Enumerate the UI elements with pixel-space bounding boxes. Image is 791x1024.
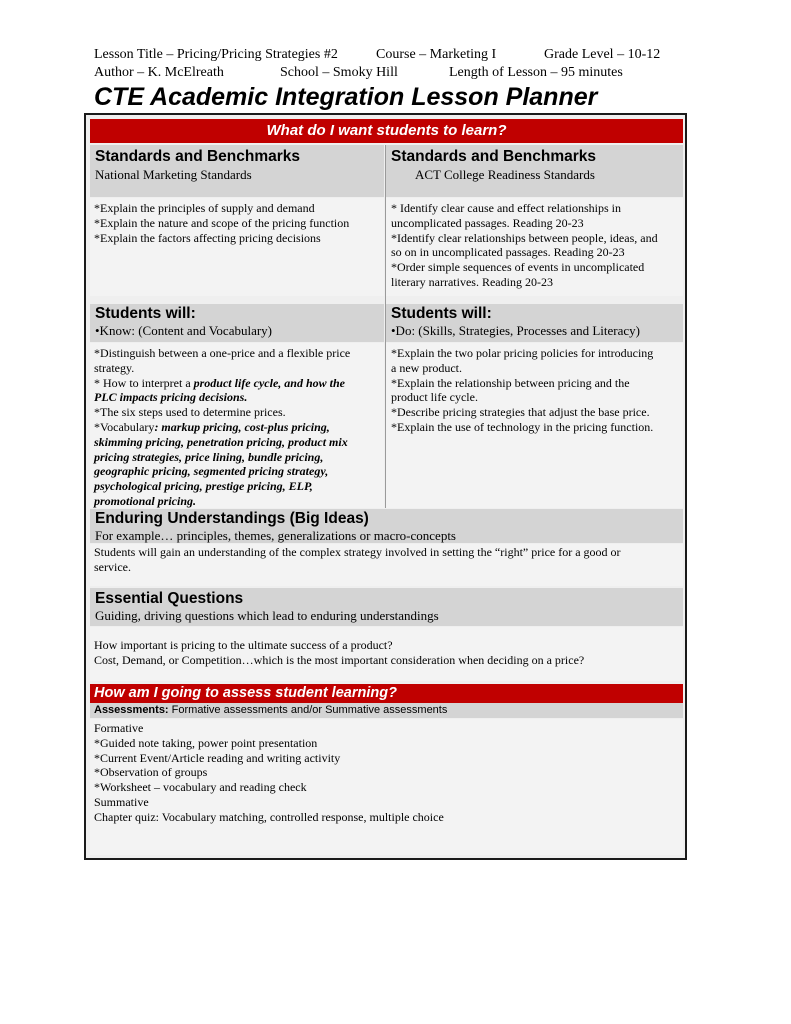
enduring-line: Students will gain an understanding of the complex strategy involved in setting the “right” price for a good or — [94, 545, 621, 559]
essential-sub: Guiding, driving questions which lead to enduring understandings — [95, 608, 439, 623]
enduring-header — [90, 509, 683, 543]
students-do-sub: •Do: (Skills, Strategies, Processes and Literacy) — [391, 323, 640, 338]
do-line: *Describe pricing strategies that adjust the base price. — [391, 405, 650, 420]
students-do-header — [386, 304, 683, 342]
vocab-line: skimming pricing, penetration pricing, product mix — [94, 434, 348, 449]
know-text: * How to interpret a — [94, 375, 194, 390]
assessment-line: Chapter quiz: Vocabulary matching, controlled response, multiple choice — [94, 809, 444, 824]
act-standard-line: * Identify clear cause and effect relationships in — [391, 201, 622, 215]
students-do-heading: Students will: — [391, 305, 492, 322]
know-line: strategy. — [94, 360, 135, 375]
enduring-sub: For example… principles, themes, generalizations or macro-concepts — [95, 528, 456, 543]
know-line — [94, 420, 350, 435]
assessment-line: *Current Event/Article reading and writing activity — [94, 750, 341, 765]
know-emphasis: : markup pricing, cost-plus pricing, — [154, 419, 330, 434]
know-line: PLC impacts pricing decisions. — [94, 390, 248, 405]
standards-right-header — [386, 145, 683, 197]
section-assess-banner: How am I going to assess student learning? — [90, 684, 683, 703]
assessment-line: Summative — [94, 794, 149, 809]
students-know-sub: •Know: (Content and Vocabulary) — [95, 323, 273, 338]
essential-header — [90, 588, 683, 626]
standards-left-header — [90, 145, 384, 197]
enduring-heading: Enduring Understandings (Big Ideas) — [95, 510, 369, 527]
know-text: *Vocabulary — [94, 419, 155, 434]
assessment-line: *Worksheet – vocabulary and reading check — [94, 780, 307, 795]
act-standard-line: *Identify clear relationships between people, ideas, and — [391, 230, 658, 245]
vocab-line: geographic pricing, segmented pricing strategy, — [94, 464, 329, 479]
act-standard-line: so on in uncomplicated passages. Reading 20-23 — [391, 245, 625, 260]
know-line — [94, 376, 350, 391]
standard-item: *Explain the principles of supply and demand — [94, 201, 315, 215]
students-know-heading: Students will: — [95, 305, 196, 322]
vocab-line: promotional pricing. — [94, 493, 197, 508]
assessment-line: *Guided note taking, power point presentation — [94, 735, 318, 750]
author-text: Author – K. McElreath — [94, 65, 224, 80]
assessments-label-rest: Formative assessments and/or Summative assessments — [168, 704, 448, 716]
do-line: product life cycle. — [391, 390, 478, 405]
students-know-header — [90, 304, 384, 342]
assessment-line: *Observation of groups — [94, 765, 208, 780]
essential-question: How important is pricing to the ultimate success of a product? — [94, 638, 393, 652]
column-divider — [385, 145, 386, 508]
essential-content — [90, 627, 683, 681]
enduring-line: service. — [94, 559, 131, 574]
lesson-length-text: Length of Lesson – 95 minutes — [449, 65, 623, 80]
standards-right-sub: ACT College Readiness Standards — [415, 167, 595, 182]
page-title: CTE Academic Integration Lesson Planner — [94, 83, 598, 111]
standards-left-sub: National Marketing Standards — [95, 167, 252, 182]
know-emphasis: product life cycle, and how the — [193, 375, 345, 390]
essential-heading: Essential Questions — [95, 590, 244, 607]
standards-right-heading: Standards and Benchmarks — [391, 148, 597, 165]
know-line: *Distinguish between a one-price and a flexible price — [94, 346, 351, 360]
act-standard-line: literary narratives. Reading 20-23 — [391, 274, 553, 289]
standards-left-content — [90, 198, 384, 296]
lesson-title-text: Lesson Title – Pricing/Pricing Strategies #2 — [94, 47, 338, 62]
course-text: Course – Marketing I — [376, 47, 497, 62]
vocab-line: psychological pricing, prestige pricing, ELP, — [94, 479, 313, 494]
students-do-content — [386, 343, 683, 508]
do-line: *Explain the two polar pricing policies for introducing — [391, 346, 654, 360]
enduring-content — [90, 544, 683, 586]
act-standard-line: uncomplicated passages. Reading 20-23 — [391, 215, 584, 230]
standards-left-heading: Standards and Benchmarks — [95, 148, 301, 165]
vocab-line: pricing strategies, price lining, bundle pricing, — [94, 449, 324, 464]
assessments-label: Assessments: — [94, 704, 169, 716]
school-text: School – Smoky Hill — [280, 65, 398, 80]
students-know-content — [90, 343, 384, 508]
essential-question: Cost, Demand, or Competition…which is the most important consideration when deciding on a price? — [94, 652, 585, 667]
assessment-line: Formative — [94, 721, 144, 735]
do-line: *Explain the use of technology in the pricing function. — [391, 419, 654, 434]
do-line: *Explain the relationship between pricing and the — [391, 375, 630, 390]
standards-right-content — [386, 198, 683, 296]
do-line: a new product. — [391, 360, 462, 375]
know-line: *The six steps used to determine prices. — [94, 405, 286, 420]
act-standard-line: *Order simple sequences of events in uncomplicated — [391, 260, 645, 275]
assessments-header — [90, 703, 683, 718]
grade-level-text: Grade Level – 10-12 — [544, 47, 661, 62]
standard-item: *Explain the nature and scope of the pricing function — [94, 215, 350, 230]
standard-item: *Explain the factors affecting pricing decisions — [94, 230, 321, 245]
section-learn-banner: What do I want students to learn? — [90, 119, 683, 143]
assessments-content — [90, 719, 683, 855]
